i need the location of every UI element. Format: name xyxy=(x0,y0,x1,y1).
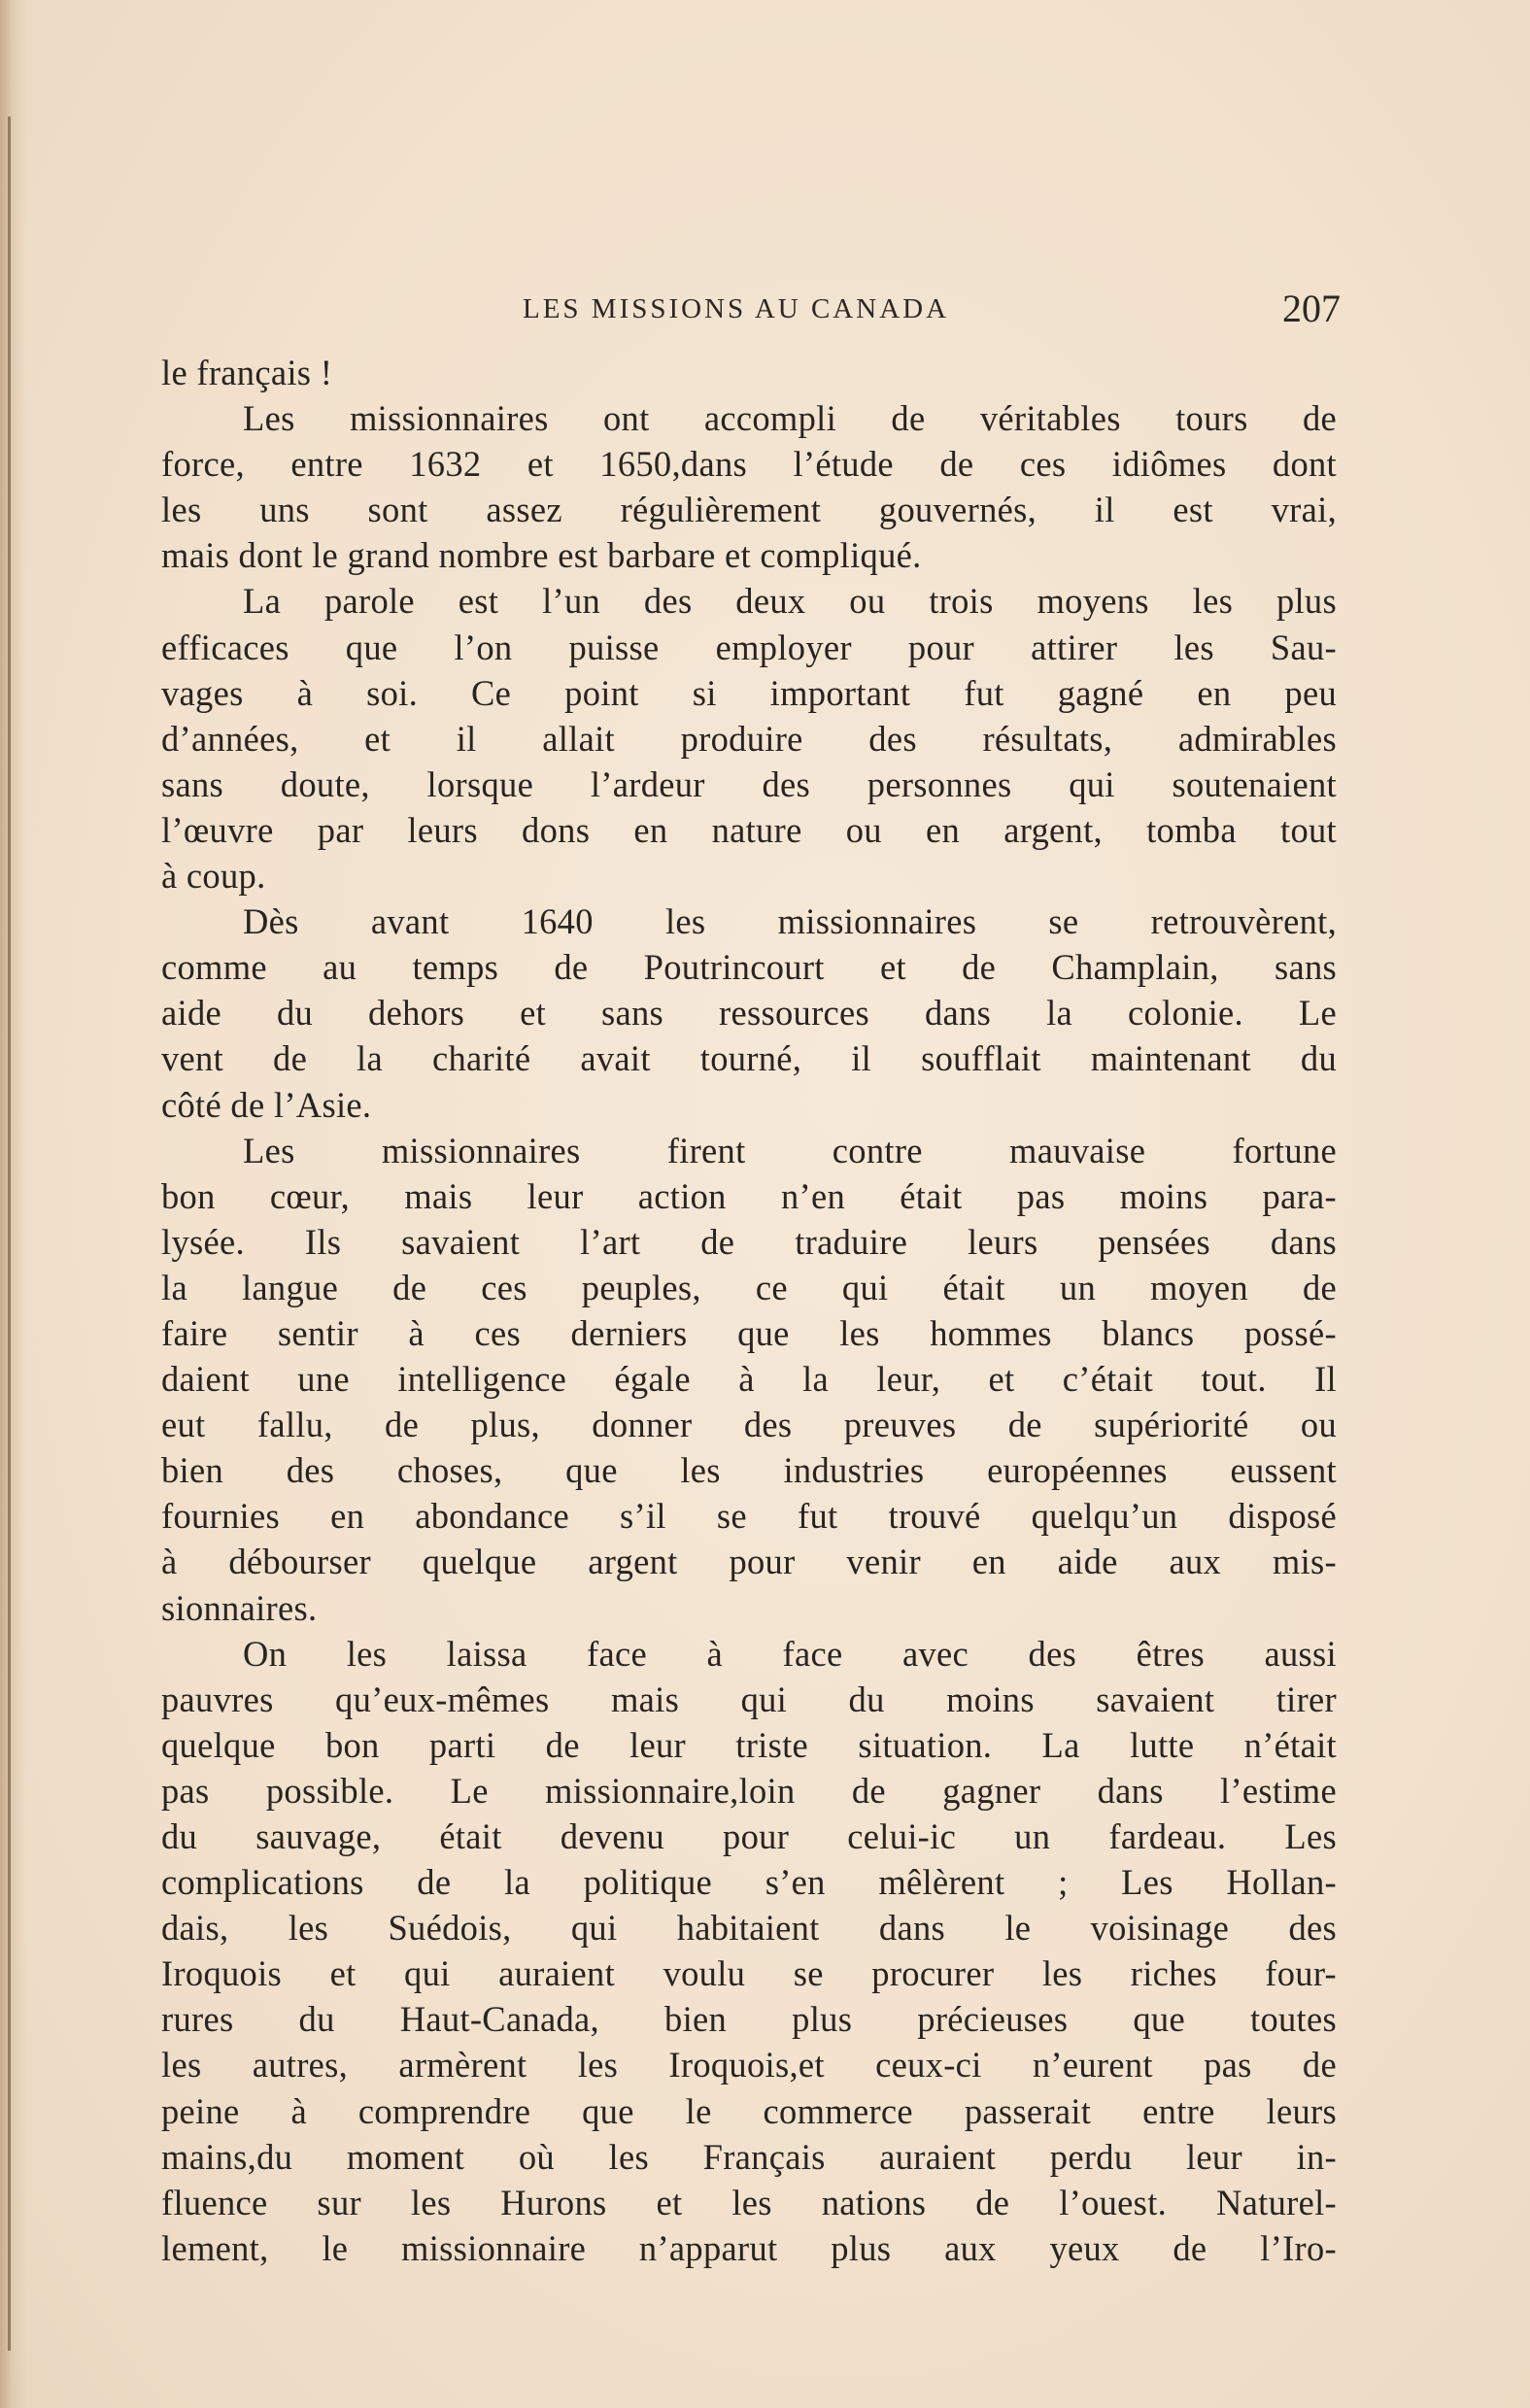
text-line: efficaces que l’on puisse employer pour attirer les Sau- xyxy=(161,627,1337,667)
text-line: La parole est l’un des deux ou trois moyens les plus xyxy=(243,581,1337,622)
text-line: côté de l’Asie. xyxy=(161,1084,372,1125)
text-line: Dès avant 1640 les missionnaires se retrouvèrent, xyxy=(243,901,1337,942)
page-gutter-shadow xyxy=(0,0,27,2408)
running-title: LES MISSIONS AU CANADA xyxy=(523,293,950,324)
text-line: pas possible. Le missionnaire,loin de gagner dans l’estime xyxy=(161,1770,1337,1811)
text-line: lement, le missionnaire n’apparut plus aux yeux de l’Iro- xyxy=(161,2227,1337,2268)
text-line: fluence sur les Hurons et les nations de l’ouest. Naturel- xyxy=(161,2182,1337,2222)
text-line: le français ! xyxy=(161,353,333,392)
text-line: force, entre 1632 et 1650,dans l’étude de ces idiômes dont xyxy=(161,444,1337,485)
text-line: complications de la politique s’en mêlèrent ; Les Hollan- xyxy=(161,1862,1337,1903)
text-line: bon cœur, mais leur action n’en était pas moins para- xyxy=(161,1175,1337,1216)
text-line: quelque bon parti de leur triste situation. La lutte n’était xyxy=(161,1724,1337,1765)
text-line: peine à comprendre que le commerce passerait entre leurs xyxy=(161,2090,1337,2131)
text-line: Les missionnaires ont accompli de véritables tours de xyxy=(243,398,1337,439)
page-header xyxy=(194,286,1341,344)
text-line: eut fallu, de plus, donner des preuves de supériorité ou xyxy=(161,1405,1337,1445)
text-line: pauvres qu’eux-mêmes mais qui du moins savaient tirer xyxy=(161,1679,1337,1719)
text-line: à coup. xyxy=(161,856,266,897)
text-line: daient une intelligence égale à la leur, et c’était tout. Il xyxy=(161,1359,1337,1400)
text-line: comme au temps de Poutrincourt et de Champlain, sans xyxy=(161,947,1337,988)
text-line: d’années, et il allait produire des résultats, admirables xyxy=(161,718,1337,759)
text-line: vages à soi. Ce point si important fut gagné en peu xyxy=(161,672,1337,713)
text-line: Les missionnaires firent contre mauvaise fortune xyxy=(243,1130,1337,1170)
text-line: les autres, armèrent les Iroquois,et ceux-ci n’eurent pas de xyxy=(161,2045,1337,2086)
page-number: 207 xyxy=(1282,287,1341,330)
text-line: la langue de ces peuples, ce qui était un moyen de xyxy=(161,1267,1337,1307)
text-line: vent de la charité avait tourné, il soufflait maintenant du xyxy=(161,1038,1337,1079)
text-line: sans doute, lorsque l’ardeur des personnes qui soutenaient xyxy=(161,763,1337,804)
text-line: fournies en abondance s’il se fut trouvé quelqu’un disposé xyxy=(161,1496,1337,1537)
text-line: à débourser quelque argent pour venir en aide aux mis- xyxy=(161,1542,1337,1582)
text-line: l’œuvre par leurs dons en nature ou en argent, tomba tout xyxy=(161,809,1337,850)
text-line: dais, les Suédois, qui habitaient dans le voisinage des xyxy=(161,1908,1337,1949)
text-line: On les laissa face à face avec des êtres aussi xyxy=(243,1633,1337,1674)
text-line: bien des choses, que les industries européennes eussent xyxy=(161,1450,1337,1491)
text-line: aide du dehors et sans ressources dans la colonie. Le xyxy=(161,993,1337,1034)
text-line: sionnaires. xyxy=(161,1587,318,1628)
body-text xyxy=(161,350,1337,2271)
text-line: lysée. Ils savaient l’art de traduire leurs pensées dans xyxy=(161,1221,1337,1262)
text-line: mais dont le grand nombre est barbare et compliqué. xyxy=(161,535,922,576)
text-line: les uns sont assez régulièrement gouvernés, il est vrai, xyxy=(161,490,1337,530)
text-line: Iroquois et qui auraient voulu se procurer les riches four- xyxy=(161,1953,1337,1994)
text-line: faire sentir à ces derniers que les hommes blancs possé- xyxy=(161,1312,1337,1353)
text-line: mains,du moment où les Français auraient perdu leur in- xyxy=(161,2136,1337,2177)
text-line: du sauvage, était devenu pour celui-ic un fardeau. Les xyxy=(161,1816,1337,1856)
page-gutter-edge xyxy=(8,117,11,2351)
text-line: rures du Haut-Canada, bien plus précieuses que toutes xyxy=(161,1999,1337,2040)
